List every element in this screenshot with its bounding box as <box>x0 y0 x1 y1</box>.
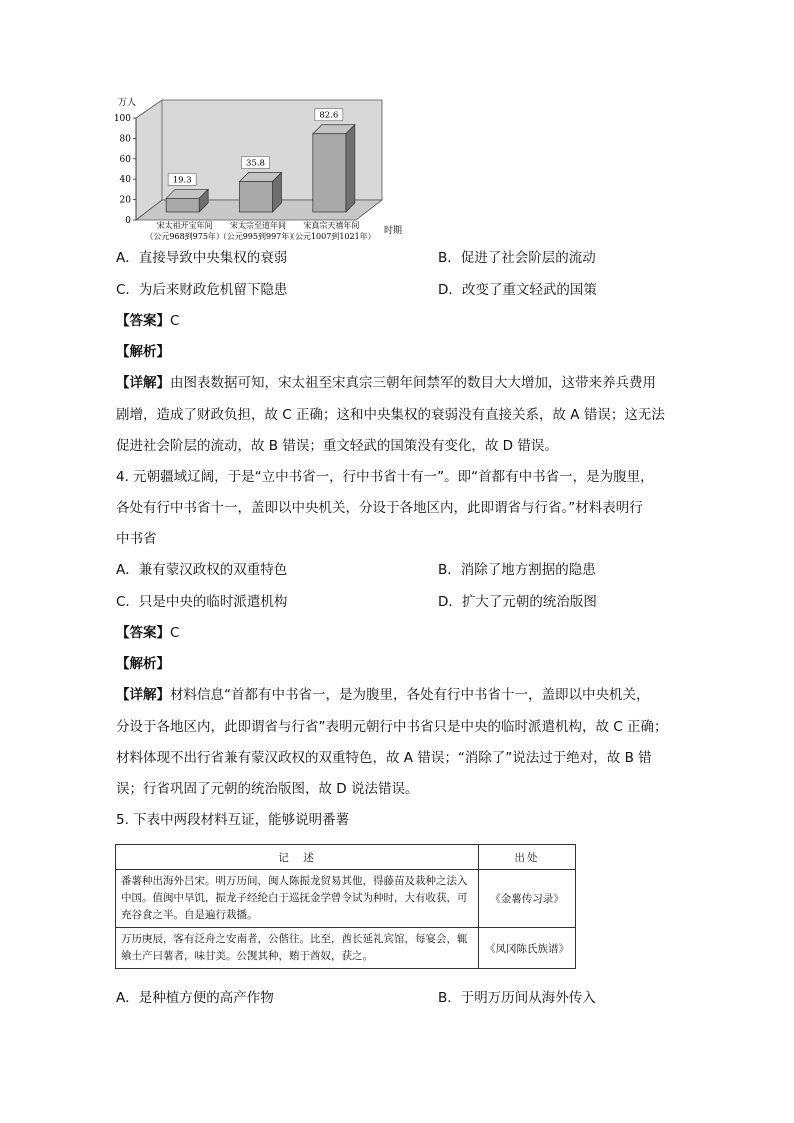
x-unit-label: 时期 <box>384 226 403 236</box>
q5-option-a: A．是种植方便的高产作物 <box>116 990 274 1006</box>
q3-option-a: A．直接导致中央集权的衰弱 <box>116 250 288 266</box>
data-label: 35.8 <box>246 158 265 169</box>
detail-text: 由图表数据可知，宋太祖至宋真宗三朝年间禁军的数目大大增加，这带来养兵费用 <box>170 375 656 391</box>
detail-tag: 【详解】 <box>116 687 170 703</box>
q4-detail-line-3: 材料体现不出行省兼有蒙汉政权的双重特色，故 A 错误；“消除了”说法过于绝对，故 B 错 <box>116 750 652 766</box>
record-cell: 万历庚辰，客有泛舟之安南者，公偕往。比至，酋长延礼宾馆，每宴会，辄飨土产曰薯者，味甘美。公觊其种，贿于酋奴，获之。 <box>116 928 479 969</box>
q4-stem-line-1: 4. 元朝疆域辽阔，于是“立中书省一，行中书省十有一”。即“首都有中书省一，是为腹里， <box>116 469 654 485</box>
q5-option-b: B．于明万历间从海外传入 <box>438 990 596 1006</box>
analysis-tag: 【解析】 <box>116 344 170 360</box>
q3-detail-line-3: 促进社会阶层的流动，故 B 错误；重文轻武的国策没有变化，故 D 错误。 <box>116 438 558 454</box>
answer-tag: 【答案】 <box>116 625 170 641</box>
detail-tag: 【详解】 <box>116 375 170 391</box>
bar-chart <box>112 92 412 242</box>
q3-detail-line-1 <box>116 373 656 393</box>
category-sublabel: （公元1007到1021年） <box>286 232 376 241</box>
answer-value: C <box>170 313 180 329</box>
q4-stem-line-3: 中书省 <box>116 531 157 547</box>
table-row <box>116 928 576 969</box>
source-cell: 《金薯传习录》 <box>479 870 576 928</box>
record-cell: 番薯种出海外吕宋。明万历间，闽人陈振龙贸易其他，得藤苗及栽种之法入中国。值闽中旱饥，振龙子经纶白于巡抚金学曾令试为种时，大有收获，可充谷食之半。自是遍行栽播。 <box>116 870 479 928</box>
y-tick-label: 40 <box>119 175 131 186</box>
category-label: 宋太祖开宝年间 <box>156 221 213 230</box>
y-tick-label: 100 <box>113 114 131 124</box>
q4-stem-line-2: 各处有行中书省十一，盖即以中央机关，分设于各地区内，此即谓省与行省。”材料表明行 <box>116 500 643 516</box>
category-label: 宋太宗至道年间 <box>230 221 286 230</box>
data-label: 82.6 <box>319 110 339 121</box>
source-cell: 《凤冈陈氏族谱》 <box>479 928 576 969</box>
bar <box>166 198 199 212</box>
header-source: 出处 <box>479 845 576 870</box>
table-header-row <box>116 845 576 870</box>
y-tick-label: 60 <box>119 154 131 165</box>
detail-text: 材料信息“首都有中书省一，是为腹里，各处有行中书省十一，盖即以中央机关， <box>170 687 650 703</box>
q4-detail-line-4: 误；行省巩固了元朝的统治版图，故 D 说法错误。 <box>116 781 419 797</box>
q4-option-d: D．扩大了元朝的统治版图 <box>438 594 597 610</box>
q3-option-d: D．改变了重文轻武的国策 <box>438 282 597 298</box>
q4-option-c: C．只是中央的临时派遣机构 <box>116 594 288 610</box>
table-row <box>116 870 576 928</box>
y-unit-label: 万人 <box>118 98 137 108</box>
q3-option-c: C．为后来财政危机留下隐患 <box>116 282 288 298</box>
q3-analysis-tag <box>116 342 170 362</box>
q4-detail-line-2: 分设于各地区内，此即谓省与行省”表明元朝行中书省只是中央的临时派遣机构，故 C 正确； <box>116 719 668 735</box>
y-tick-label: 80 <box>119 134 131 145</box>
q4-option-b: B．消除了地方割据的隐患 <box>438 562 596 578</box>
source-table <box>115 844 576 969</box>
q5-stem: 5. 下表中两段材料互证，能够说明番薯 <box>116 812 350 828</box>
bar <box>313 134 346 212</box>
q4-detail-line-1 <box>116 685 650 705</box>
q3-answer-row <box>116 311 179 331</box>
y-tick-label: 0 <box>125 216 131 226</box>
q3-detail-line-2: 剧增，造成了财政负担，故 C 正确；这和中央集权的衰弱没有直接关系，故 A 错误；这无法 <box>116 407 665 423</box>
q4-analysis-tag <box>116 654 170 674</box>
analysis-tag: 【解析】 <box>116 656 170 672</box>
q4-answer-row <box>116 623 179 643</box>
answer-tag: 【答案】 <box>116 313 170 329</box>
category-label: 宋真宗天禧年间 <box>303 221 360 230</box>
header-record: 记 述 <box>116 845 479 870</box>
category-sublabel: （公元968到975年） <box>145 232 224 241</box>
q4-option-a: A．兼有蒙汉政权的双重特色 <box>116 562 288 578</box>
data-label: 19.3 <box>172 175 192 186</box>
answer-value: C <box>170 625 180 641</box>
q3-option-b: B．促进了社会阶层的流动 <box>438 250 596 266</box>
bar-side <box>346 125 355 212</box>
category-sublabel: （公元995到997年） <box>218 232 298 241</box>
y-tick-label: 20 <box>119 195 131 206</box>
bar <box>240 181 273 212</box>
